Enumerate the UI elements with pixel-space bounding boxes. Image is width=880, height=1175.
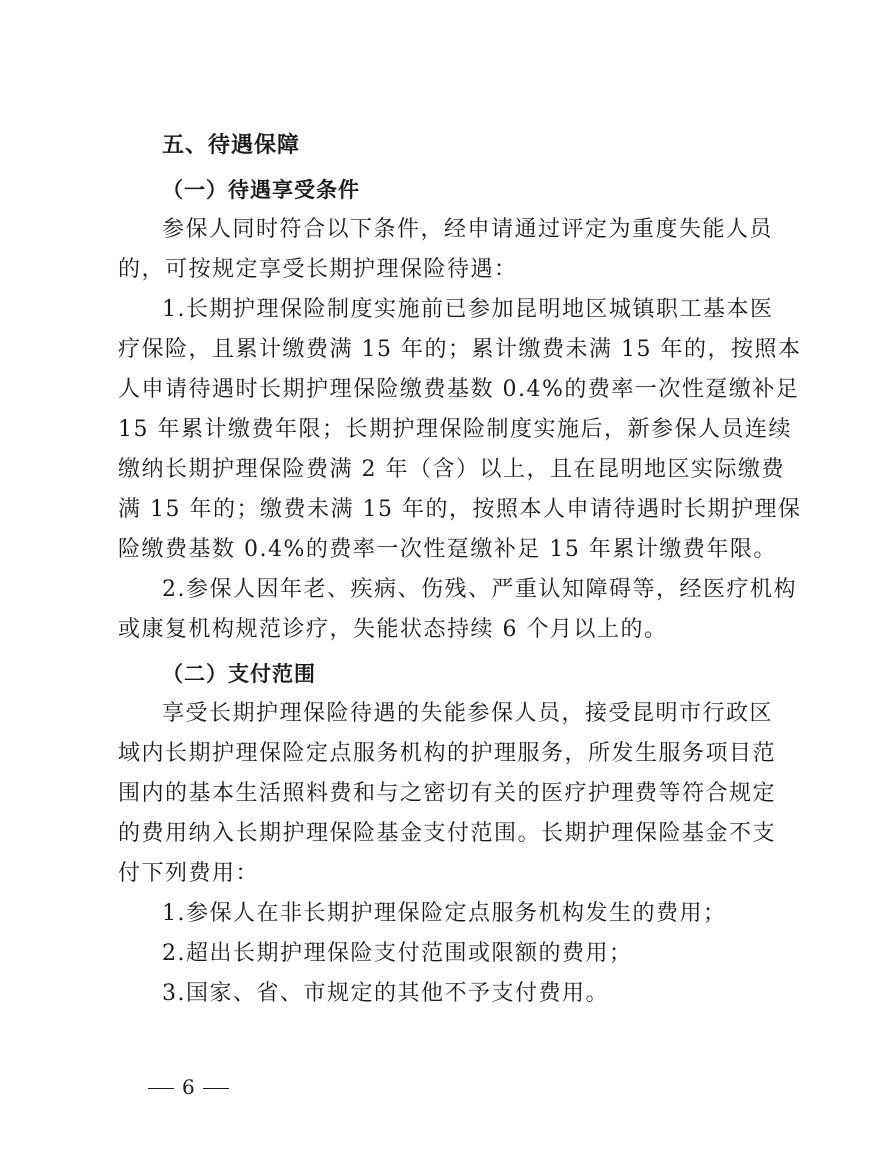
text-line: 满 15 年的；缴费未满 15 年的，按照本人申请待遇时长期护理保 <box>118 497 802 522</box>
text-line: 享受长期护理保险待遇的失能参保人员，接受昆明市行政区 <box>162 701 774 726</box>
section-heading: 五、待遇保障 <box>162 133 301 158</box>
text-line: 围内的基本生活照料费和与之密切有关的医疗护理费等符合规定 <box>118 781 777 806</box>
footer-dash-right <box>203 1088 229 1089</box>
text-line: 付下列费用： <box>118 861 260 886</box>
condition-item-1-paragraph <box>118 290 802 570</box>
text-line: 疗保险，且累计缴费满 15 年的；累计缴费未满 15 年的，按照本 <box>118 337 802 362</box>
page-footer <box>140 1075 237 1099</box>
text-line: 域内长期护理保险定点服务机构的护理服务，所发生服务项目范 <box>118 741 777 766</box>
list-item: 1.参保人在非长期护理保险定点服务机构发生的费用； <box>162 901 727 926</box>
page-number: 6 <box>182 1075 195 1099</box>
subsection-heading-conditions: （一）待遇享受条件 <box>162 178 360 202</box>
text-line: 2.参保人因年老、疾病、伤残、严重认知障碍等，经医疗机构 <box>162 577 797 602</box>
text-line: 或康复机构规范诊疗，失能状态持续 6 个月以上的。 <box>118 617 668 642</box>
list-item: 2.超出长期护理保险支付范围或限额的费用； <box>162 941 633 966</box>
conditions-intro-paragraph <box>118 210 778 290</box>
text-line: 参保人同时符合以下条件，经申请通过评定为重度失能人员 <box>162 217 774 242</box>
text-line: 人申请待遇时长期护理保险缴费基数 0.4%的费率一次性趸缴补足 <box>118 377 800 402</box>
text-line: 1.长期护理保险制度实施前已参加昆明地区城镇职工基本医 <box>162 297 774 322</box>
list-item: 3.国家、省、市规定的其他不予支付费用。 <box>162 981 609 1006</box>
payment-scope-paragraph <box>118 694 778 894</box>
page-content <box>118 122 802 1014</box>
subsection-heading-payment-scope: （二）支付范围 <box>162 662 316 686</box>
condition-item-2-paragraph <box>118 570 797 650</box>
text-line: 缴纳长期护理保险费满 2 年（含）以上，且在昆明地区实际缴费 <box>118 457 785 482</box>
text-line: 险缴费基数 0.4%的费率一次性趸缴补足 15 年累计缴费年限。 <box>118 537 777 562</box>
footer-dash-left <box>148 1088 174 1089</box>
excluded-costs-list <box>118 894 778 1014</box>
text-line: 15 年累计缴费年限；长期护理保险制度实施后，新参保人员连续 <box>118 417 792 442</box>
text-line: 的费用纳入长期护理保险基金支付范围。长期护理保险基金不支 <box>118 821 777 846</box>
text-line: 的，可按规定享受长期护理保险待遇： <box>118 257 518 282</box>
